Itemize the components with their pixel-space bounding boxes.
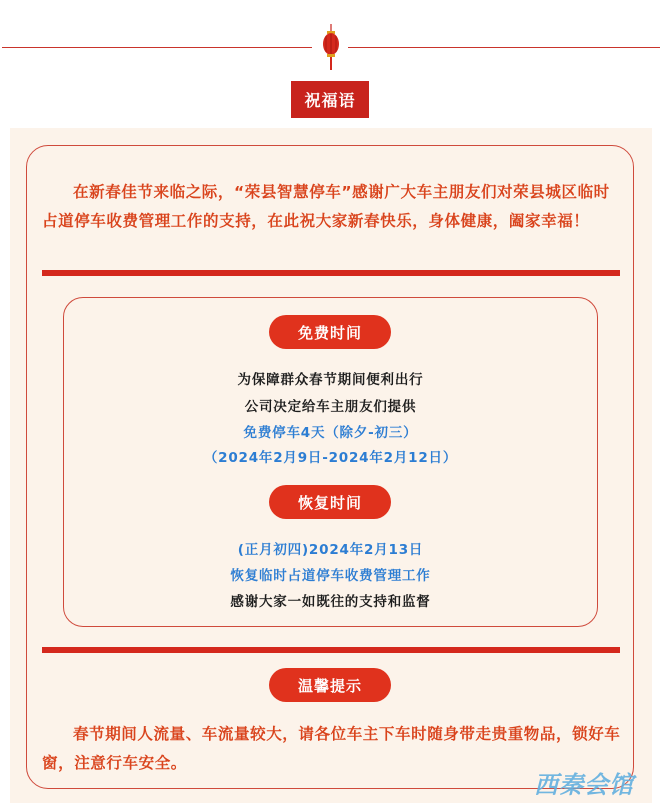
intro-paragraph: 在新春佳节来临之际，“荣县智慧停车”感谢广大车主朋友们对荣县城区临时占道停车收费管理工作的支持，在此祝大家新春快乐，身体健康，阖家幸福！: [42, 183, 610, 230]
free-line-2: 公司决定给车主朋友们提供: [244, 399, 417, 415]
free-time-badge: 免费时间: [269, 315, 391, 349]
watermark-logo: 西秦会馆: [534, 771, 634, 799]
lantern-icon: [322, 24, 340, 70]
resume-line-1: (正月初四)2024年2月13日: [237, 542, 424, 558]
header-divider-right: [348, 47, 660, 48]
resume-line-2: 恢复临时占道停车收费管理工作: [230, 568, 431, 584]
section-divider: [42, 647, 620, 653]
resume-line-3: 感谢大家一如既往的支持和监督: [230, 594, 431, 610]
page-title: 祝福语: [291, 81, 369, 118]
resume-time-badge: 恢复时间: [269, 485, 391, 519]
free-line-4: （2024年2月9日-2024年2月12日）: [203, 450, 458, 466]
tips-badge: 温馨提示: [269, 668, 391, 702]
section-divider: [42, 270, 620, 276]
header-divider-left: [2, 47, 312, 48]
tips-paragraph: 春节期间人流量、车流量较大，请各位车主下车时随身带走贵重物品，锁好车窗，注意行车安全。: [42, 725, 621, 772]
free-line-1: 为保障群众春节期间便利出行: [237, 372, 424, 388]
free-line-3: 免费停车4天（除夕-初三）: [243, 425, 418, 441]
